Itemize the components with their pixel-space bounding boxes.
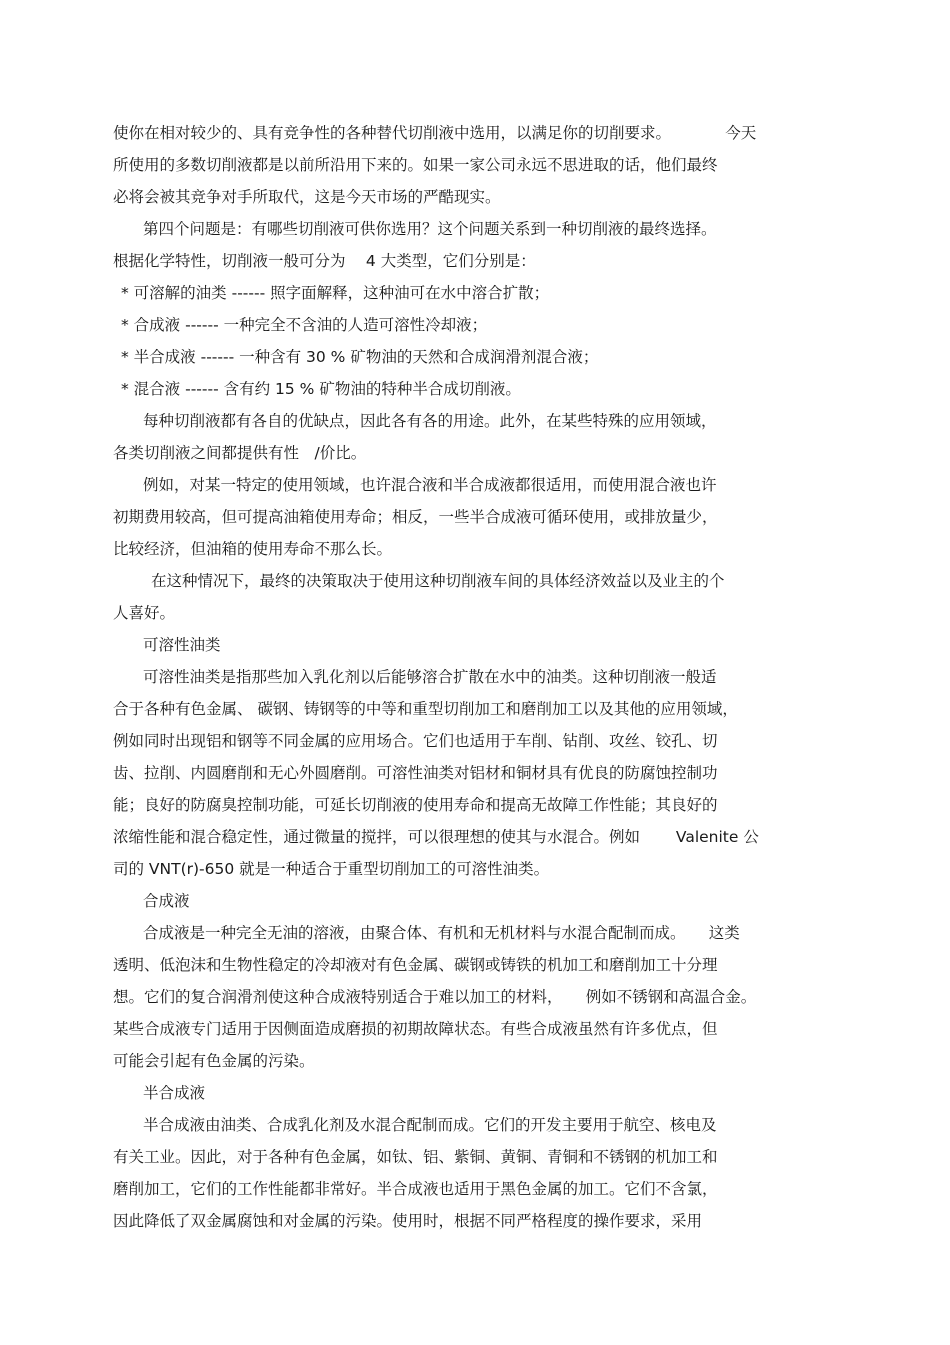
section-heading: 合成液 bbox=[143, 892, 190, 910]
text-line: 可能会引起有色金属的污染。 bbox=[113, 1052, 315, 1070]
text-line: 初期费用较高，但可提高油箱使用寿命；相反，一些半合成液可循环使用，或排放量少， bbox=[113, 508, 718, 526]
text-line: 某些合成液专门适用于因侧面造成磨损的初期故障状态。有些合成液虽然有许多优点，但 bbox=[113, 1020, 718, 1038]
text-line: 半合成液由油类、合成乳化剂及水混合配制而成。它们的开发主要用于航空、核电及 bbox=[143, 1116, 717, 1134]
text-line: 比较经济，但油箱的使用寿命不那么长。 bbox=[113, 540, 393, 558]
text-line: 必将会被其竞争对手所取代，这是今天市场的严酷现实。 bbox=[113, 188, 501, 206]
text-line: 例如同时出现铝和钢等不同金属的应用场合。它们也适用于车削、钻削、攻丝、铰孔、切 bbox=[113, 732, 718, 750]
text-line: 司的 VNT(r)-650 就是一种适合于重型切削加工的可溶性油类。 bbox=[113, 860, 550, 878]
section-heading: 半合成液 bbox=[143, 1084, 206, 1102]
text-line: 每种切削液都有各自的优缺点，因此各有各的用途。此外，在某些特殊的应用领域， bbox=[143, 412, 717, 430]
text-line: 使你在相对较少的、具有竞争性的各种替代切削液中选用，以满足你的切削要求。 今天 bbox=[113, 124, 757, 142]
text-line: 浓缩性能和混合稳定性，通过微量的搅拌，可以很理想的使其与水混合。例如 Valenite 公 bbox=[113, 828, 759, 846]
text-line: 磨削加工，它们的工作性能都非常好。半合成液也适用于黑色金属的加工。它们不含氯， bbox=[113, 1180, 718, 1198]
list-item: * 合成液 ------ 一种完全不含油的人造可溶性冷却液； bbox=[121, 316, 488, 334]
text-line: 第四个问题是：有哪些切削液可供你选用？这个问题关系到一种切削液的最终选择。 bbox=[143, 220, 717, 238]
text-line: 能；良好的防腐臭控制功能，可延长切削液的使用寿命和提高无故障工作性能；其良好的 bbox=[113, 796, 718, 814]
list-item: * 可溶解的油类 ------ 照字面解释，这种油可在水中溶合扩散； bbox=[121, 284, 550, 302]
text-line: 齿、拉削、内圆磨削和无心外圆磨削。可溶性油类对铝材和铜材具有优良的防腐蚀控制功 bbox=[113, 764, 718, 782]
text-line: 根据化学特性，切削液一般可分为 4 大类型，它们分别是： bbox=[113, 252, 536, 270]
text-line: 所使用的多数切削液都是以前所沿用下来的。如果一家公司永远不思进取的话，他们最终 bbox=[113, 156, 718, 174]
text-line: 合成液是一种完全无油的溶液，由聚合体、有机和无机材料与水混合配制而成。 这类 bbox=[143, 924, 740, 942]
section-heading: 可溶性油类 bbox=[143, 636, 221, 654]
text-line: 透明、低泡沫和生物性稳定的冷却液对有色金属、碳钢或铸铁的机加工和磨削加工十分理 bbox=[113, 956, 718, 974]
text-line: 因此降低了双金属腐蚀和对金属的污染。使用时，根据不同严格程度的操作要求，采用 bbox=[113, 1212, 703, 1230]
text-line: 人喜好。 bbox=[113, 604, 176, 622]
text-line: 例如，对某一特定的使用领域，也许混合液和半合成液都很适用，而使用混合液也许 bbox=[143, 476, 717, 494]
text-line: 各类切削液之间都提供有性 /价比。 bbox=[113, 444, 367, 462]
list-item: * 半合成液 ------ 一种含有 30 % 矿物油的天然和合成润滑剂混合液； bbox=[121, 348, 599, 366]
list-item: * 混合液 ------ 含有约 15 % 矿物油的特种半合成切削液。 bbox=[121, 380, 521, 398]
text-line: 合于各种有色金属、 碳钢、铸钢等的中等和重型切削加工和磨削加工以及其他的应用领域， bbox=[113, 700, 738, 718]
text-line: 可溶性油类是指那些加入乳化剂以后能够溶合扩散在水中的油类。这种切削液一般适 bbox=[143, 668, 717, 686]
text-line: 有关工业。因此，对于各种有色金属，如钛、铝、紫铜、黄铜、青铜和不锈钢的机加工和 bbox=[113, 1148, 718, 1166]
text-line: 想。它们的复合润滑剂使这种合成液特别适合于难以加工的材料， 例如不锈钢和高温合金。 bbox=[113, 988, 757, 1006]
text-line: 在这种情况下，最终的决策取决于使用这种切削液车间的具体经济效益以及业主的个 bbox=[151, 572, 725, 590]
